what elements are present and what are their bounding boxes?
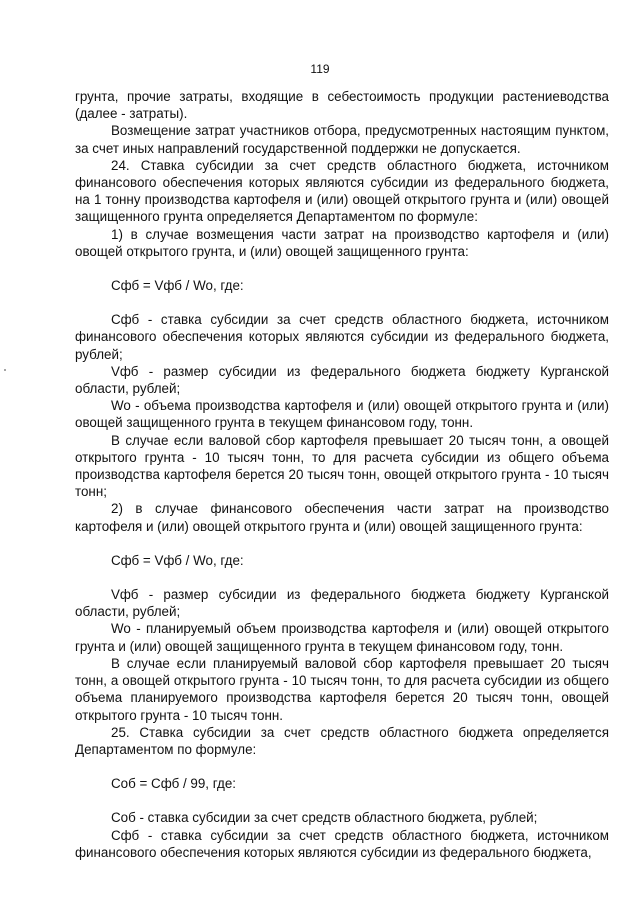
paragraph: 2) в случае финансового обеспечения части затрат на производство картофеля и (или) овощей открытого грунта и (или) овощей защищенного грунта: [75, 501, 609, 534]
margin-mark [4, 369, 6, 371]
paragraph: В случае если планируемый валовой сбор картофеля превышает 20 тысяч тонн, а овощей открытого грунта - 10 тысяч тонн, то для расчета субсидии из общего объема планируемого производства картофеля берется 20 тысяч тонн, овощей открытого грунта - 10 тысяч тонн. [75, 655, 609, 723]
paragraph: грунта, прочие затраты, входящие в себестоимость продукции растениеводства (далее - затраты). [75, 89, 609, 122]
paragraph: 25. Ставка субсидии за счет средств областного бюджета определяется Департаментом по формуле: [75, 724, 609, 757]
paragraph: Возмещение затрат участников отбора, предусмотренных настоящим пунктом, за счет иных направлений государственной поддержки не допускается. [75, 123, 609, 156]
paragraph: Vфб - размер субсидии из федерального бюджета бюджету Курганской области, рублей; [75, 363, 609, 397]
formula: Сфб = Vфб / Wo, где: [111, 552, 244, 568]
paragraph: Wo - планируемый объем производства картофеля и (или) овощей открытого грунта и (или) овощей защищенного грунта в текущем финансовом году, тонн. [75, 621, 609, 654]
paragraph: Соб - ставка субсидии за счет средств областного бюджета, рублей; [111, 810, 538, 826]
formula: Соб = Сфб / 99, где: [111, 776, 237, 792]
page-number: 119 [310, 62, 330, 76]
paragraph: 24. Ставка субсидии за счет средств областного бюджета, источником финансового обеспечения которых являются субсидии из федерального бюджета, на 1 тонну производства картофеля и (или) овощей открытого грунта и (или) овощей защищенного грунта определяется Департаментом по формуле: [75, 157, 609, 225]
paragraph: Vфб - размер субсидии из федерального бюджета бюджету Курганской области, рублей; [75, 587, 609, 620]
paragraph: В случае если валовой сбор картофеля превышает 20 тысяч тонн, а овощей открытого грунта - 10 тысяч тонн, то для расчета субсидии из общего объема производства картофеля берется 20 тысяч тонн, овощей открытого грунта - 10 тысяч тонн; [75, 432, 609, 500]
paragraph: Wo - объема производства картофеля и (или) овощей открытого грунта и (или) овощей защищенного грунта в текущем финансовом году, тонн. [75, 398, 609, 431]
paragraph: Сфб - ставка субсидии за счет средств областного бюджета, источником финансового обеспечения которых являются субсидии из федерального бюджета, [75, 827, 609, 860]
formula: Сфб = Vфб / Wo, где: [111, 278, 244, 294]
document-body [75, 88, 609, 861]
paragraph: Сфб - ставка субсидии за счет средств областного бюджета, источником финансового обеспечения которых являются субсидии из федерального бюджета, рублей; [75, 312, 609, 362]
paragraph: 1) в случае возмещения части затрат на производство картофеля и (или) овощей открытого грунта, и (или) овощей защищенного грунта: [75, 226, 609, 259]
